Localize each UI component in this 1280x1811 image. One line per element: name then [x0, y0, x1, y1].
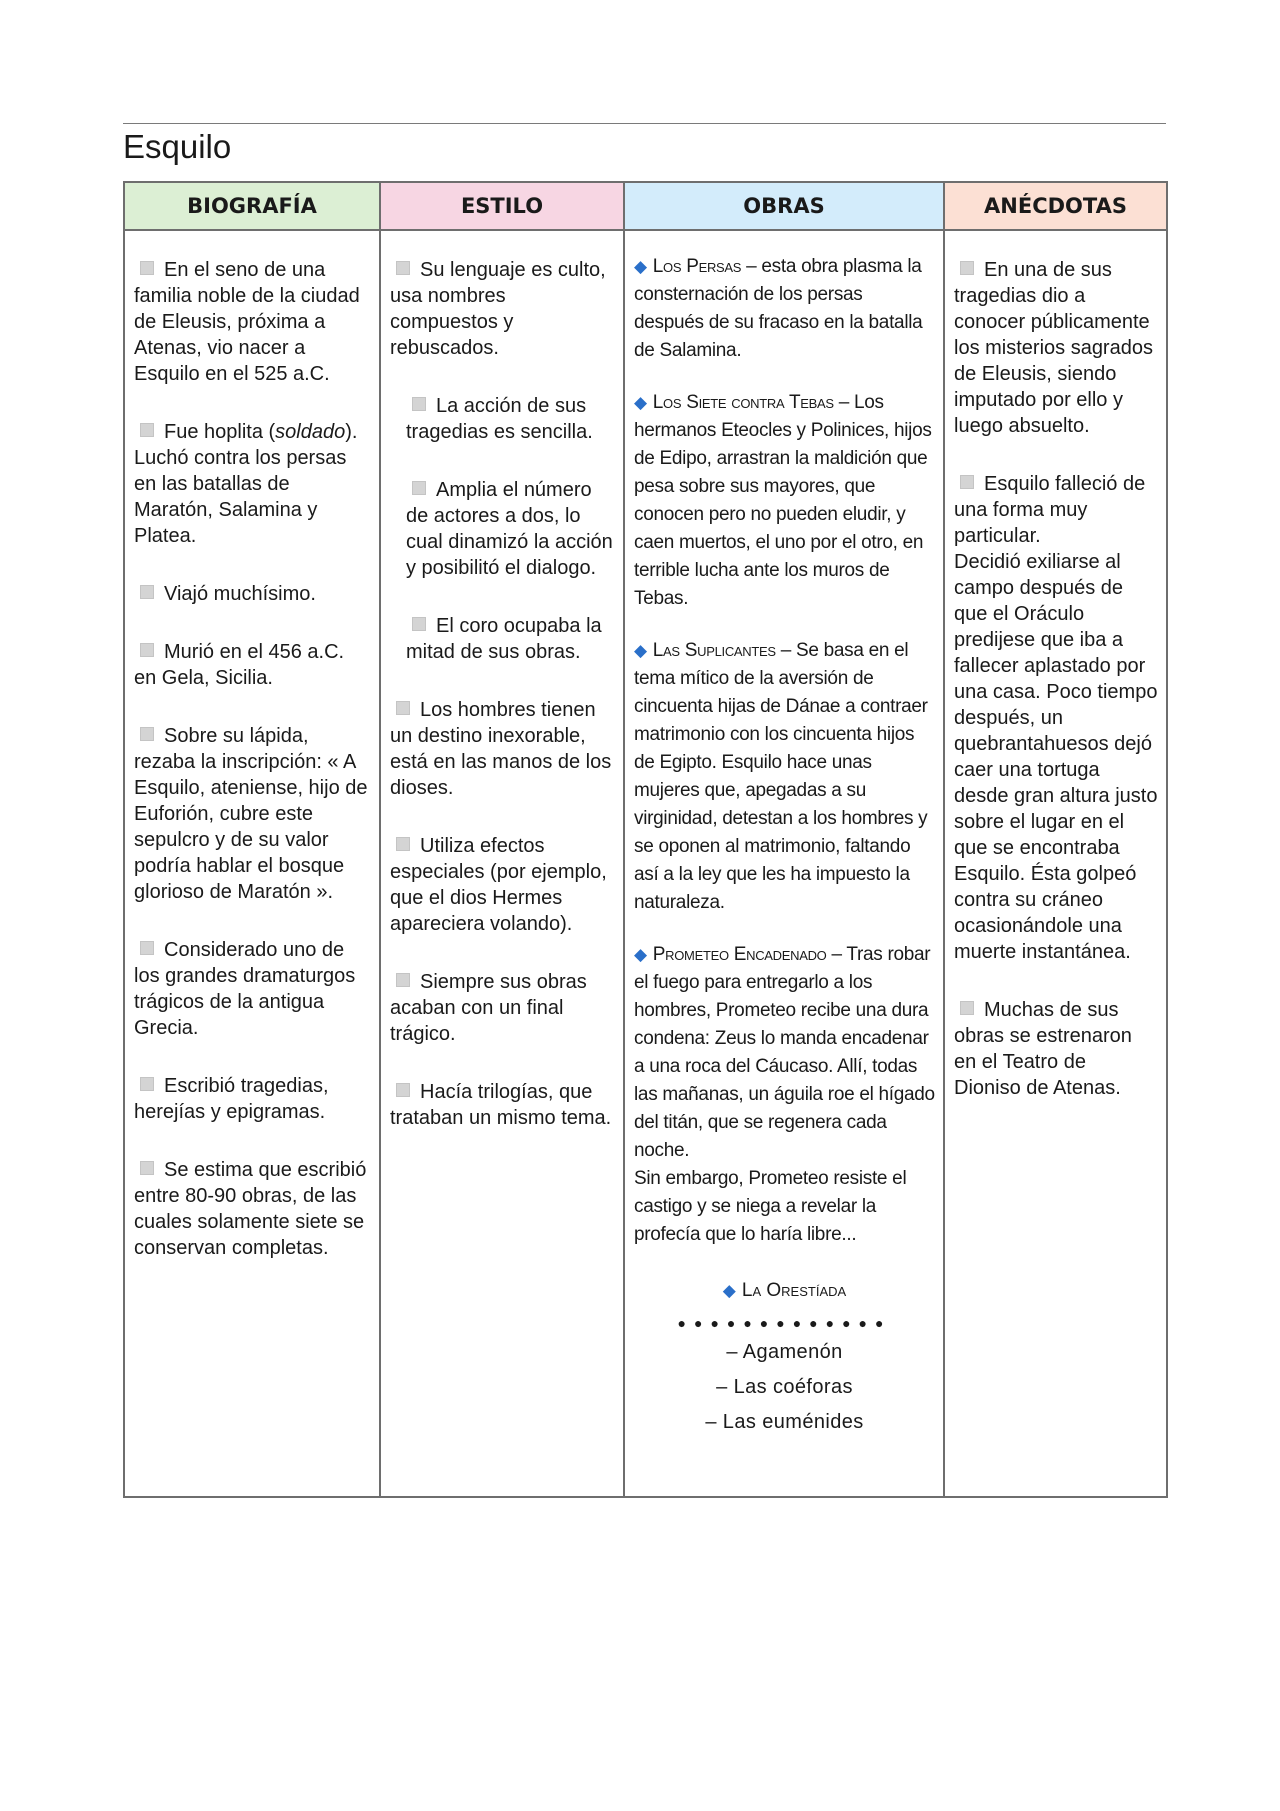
orestiada-part: – Las euménides — [705, 1411, 864, 1433]
obra-text: esta obra plasma la consternación de los persas después de su fracaso en la batalla de Salamina. — [634, 256, 923, 361]
estilo-entry: La acción de sus tragedias es sencilla. — [406, 395, 593, 443]
diamond-bullet-icon: ◆ — [634, 945, 647, 964]
header-biografia: BIOGRAFÍA — [124, 182, 380, 230]
bio-entry — [134, 419, 371, 549]
anecdota-entry: En una de sus tragedias dio a conocer públicamente los misterios sagrados de Eleusis, siendo imputado por ello y luego absuelto. — [954, 259, 1153, 437]
orestiada-part: – Agamenón — [726, 1341, 843, 1363]
bullet-square-icon — [140, 423, 154, 437]
obra-title: Los Siete contra Tebas — [652, 392, 834, 413]
dotted-separator: ●●●●●●●●●●●●● — [677, 1315, 892, 1331]
bio-entry: Sobre su lápida, rezaba la inscripción: « A Esquilo, ateniense, hijo de Euforión, cubre este sepulcro y de su valor podría hablar el bosque glorioso de Maratón ». — [134, 725, 368, 903]
content-row — [124, 230, 1167, 1497]
bio-entry: Escribió tragedias, herejías y epigramas. — [134, 1075, 329, 1123]
bio-entry: Considerado uno de los grandes dramaturgos trágicos de la antigua Grecia. — [134, 939, 356, 1039]
diamond-bullet-icon: ◆ — [634, 257, 647, 276]
summary-table — [123, 181, 1168, 1498]
bio-entry: Murió en el 456 a.C. en Gela, Sicilia. — [134, 641, 345, 689]
bullet-square-icon — [140, 1077, 154, 1091]
estilo-entry: Amplia el número de actores a dos, lo cual dinamizó la acción y posibilitó el dialogo. — [406, 479, 613, 579]
bullet-square-icon — [412, 617, 426, 631]
estilo-column — [380, 230, 624, 1497]
orestiada-title: ◆ La Orestíada — [722, 1280, 847, 1301]
anecdota-entry: Esquilo falleció de una forma muy particular. Decidió exiliarse al campo después de que el Oráculo predijese que iba a fallecer aplastado por una casa. Poco tiempo después, un quebrantahuesos dejó caer una tortuga desde gran altura justo sobre el lugar en el que se encontraba Esquilo. Ésta golpeó contra su cráneo ocasionándole una muerte instantánea. — [954, 473, 1158, 963]
header-obras: OBRAS — [624, 182, 944, 230]
bullet-square-icon — [140, 727, 154, 741]
obra-text: Los hermanos Eteocles y Polinices, hijos de Edipo, arrastran la maldición que pesa sobre sus mayores, que conocen pero no pueden eludir, y caen muertos, el uno por el otro, en terrible lucha ante los muros de Tebas. — [634, 392, 932, 609]
anecdota-entry: Muchas de sus obras se estrenaron en el Teatro de Dioniso de Atenas. — [954, 999, 1132, 1099]
header-anecdotas: ANÉCDOTAS — [944, 182, 1167, 230]
bio-entry: Viajó muchísimo. — [134, 581, 371, 607]
estilo-entry: Utiliza efectos especiales (por ejemplo, que el dios Hermes apareciera volando). — [390, 835, 607, 935]
bullet-square-icon — [960, 475, 974, 489]
obra-entry: ◆ Prometeo Encadenado – Tras robar el fuego para entregarlo a los hombres, Prometeo recibe una dura condena: Zeus lo manda encadenar a una roca del Cáucaso. Allí, todas las mañanas, un águila roe el hígado del titán, que se regenera cada noche. Sin embargo, Prometeo resiste el castigo y se niega a revelar la profecía que lo haría libre... — [634, 944, 935, 1245]
diamond-bullet-icon: ◆ — [634, 641, 647, 660]
bullet-square-icon — [412, 481, 426, 495]
bullet-square-icon — [960, 261, 974, 275]
anecdotas-column — [944, 230, 1167, 1497]
diamond-bullet-icon: ◆ — [722, 1281, 736, 1300]
bullet-square-icon — [140, 643, 154, 657]
bullet-square-icon — [396, 973, 410, 987]
bullet-square-icon — [396, 837, 410, 851]
bullet-square-icon — [412, 397, 426, 411]
estilo-entry: Su lenguaje es culto, usa nombres compuestos y rebuscados. — [390, 259, 606, 359]
bullet-square-icon — [960, 1001, 974, 1015]
orestiada-block — [634, 1277, 935, 1440]
obra-text: Se basa en el tema mítico de la aversión de cincuenta hijas de Dánae a contraer matrimonio con los cincuenta hijos de Egipto. Esquilo hace unas mujeres que, apegadas a su virginidad, detestan a los hombres y se oponen al matrimonio, faltando así a la ley que les ha impuesto la naturaleza. — [634, 640, 928, 913]
top-rule — [123, 123, 1166, 124]
obra-title: Los Persas — [652, 256, 742, 277]
bullet-square-icon — [396, 1083, 410, 1097]
estilo-entry: Siempre sus obras acaban con un final trágico. — [390, 971, 587, 1045]
estilo-entry: Los hombres tienen un destino inexorable, está en las manos de los dioses. — [390, 699, 612, 799]
obra-entry: ◆ Los Persas – esta obra plasma la consternación de los persas después de su fracaso en la batalla de Salamina. — [634, 256, 923, 361]
obra-title: Prometeo Encadenado — [652, 944, 827, 965]
bullet-square-icon — [396, 701, 410, 715]
header-estilo: ESTILO — [380, 182, 624, 230]
bullet-square-icon — [140, 585, 154, 599]
bullet-square-icon — [140, 1161, 154, 1175]
obra-text: Tras robar el fuego para entregarlo a los hombres, Prometeo recibe una dura condena: Zeus lo manda encadenar a una roca del Cáucaso. Allí, todas las mañanas, un águila roe el hígado del titán, que se regenera cada noche. — [634, 944, 935, 1161]
bio-entry: Se estima que escribió entre 80-90 obras, de las cuales solamente siete se conservan completas. — [134, 1159, 367, 1259]
obra-entry: ◆ Los Siete contra Tebas – Los hermanos Eteocles y Polinices, hijos de Edipo, arrastran la maldición que pesa sobre sus mayores, que conocen pero no pueden eludir, y caen muertos, el uno por el otro, en terrible lucha ante los muros de Tebas. — [634, 392, 932, 609]
estilo-entry: Hacía trilogías, que trataban un mismo tema. — [390, 1081, 612, 1129]
obra-entry: ◆ Las Suplicantes – Se basa en el tema mítico de la aversión de cincuenta hijas de Dánae a contraer matrimonio con los cincuenta hijos de Egipto. Esquilo hace unas mujeres que, apegadas a su virginidad, detestan a los hombres y se oponen al matrimonio, faltando así a la ley que les ha impuesto la naturaleza. — [634, 640, 928, 913]
bullet-square-icon — [140, 261, 154, 275]
bullet-square-icon — [140, 941, 154, 955]
orestiada-part: – Las coéforas — [716, 1376, 853, 1398]
obras-column — [624, 230, 944, 1497]
obra-title: Las Suplicantes — [652, 640, 776, 661]
diamond-bullet-icon: ◆ — [634, 393, 647, 412]
header-row — [124, 182, 1167, 230]
biografia-column — [124, 230, 380, 1497]
bullet-square-icon — [396, 261, 410, 275]
page-title: Esquilo — [123, 128, 232, 165]
bio-entry-hoplita: Fue hoplita (soldado). Luchó contra los persas en las batallas de Maratón, Salamina y Platea. — [134, 421, 358, 547]
bio-entry: En el seno de una familia noble de la ciudad de Eleusis, próxima a Atenas, vio nacer a Esquilo en el 525 a.C. — [134, 259, 360, 385]
obra-text: Sin embargo, Prometeo resiste el castigo y se niega a revelar la profecía que lo haría libre... — [634, 1168, 907, 1245]
estilo-entry: El coro ocupaba la mitad de sus obras. — [406, 615, 602, 663]
